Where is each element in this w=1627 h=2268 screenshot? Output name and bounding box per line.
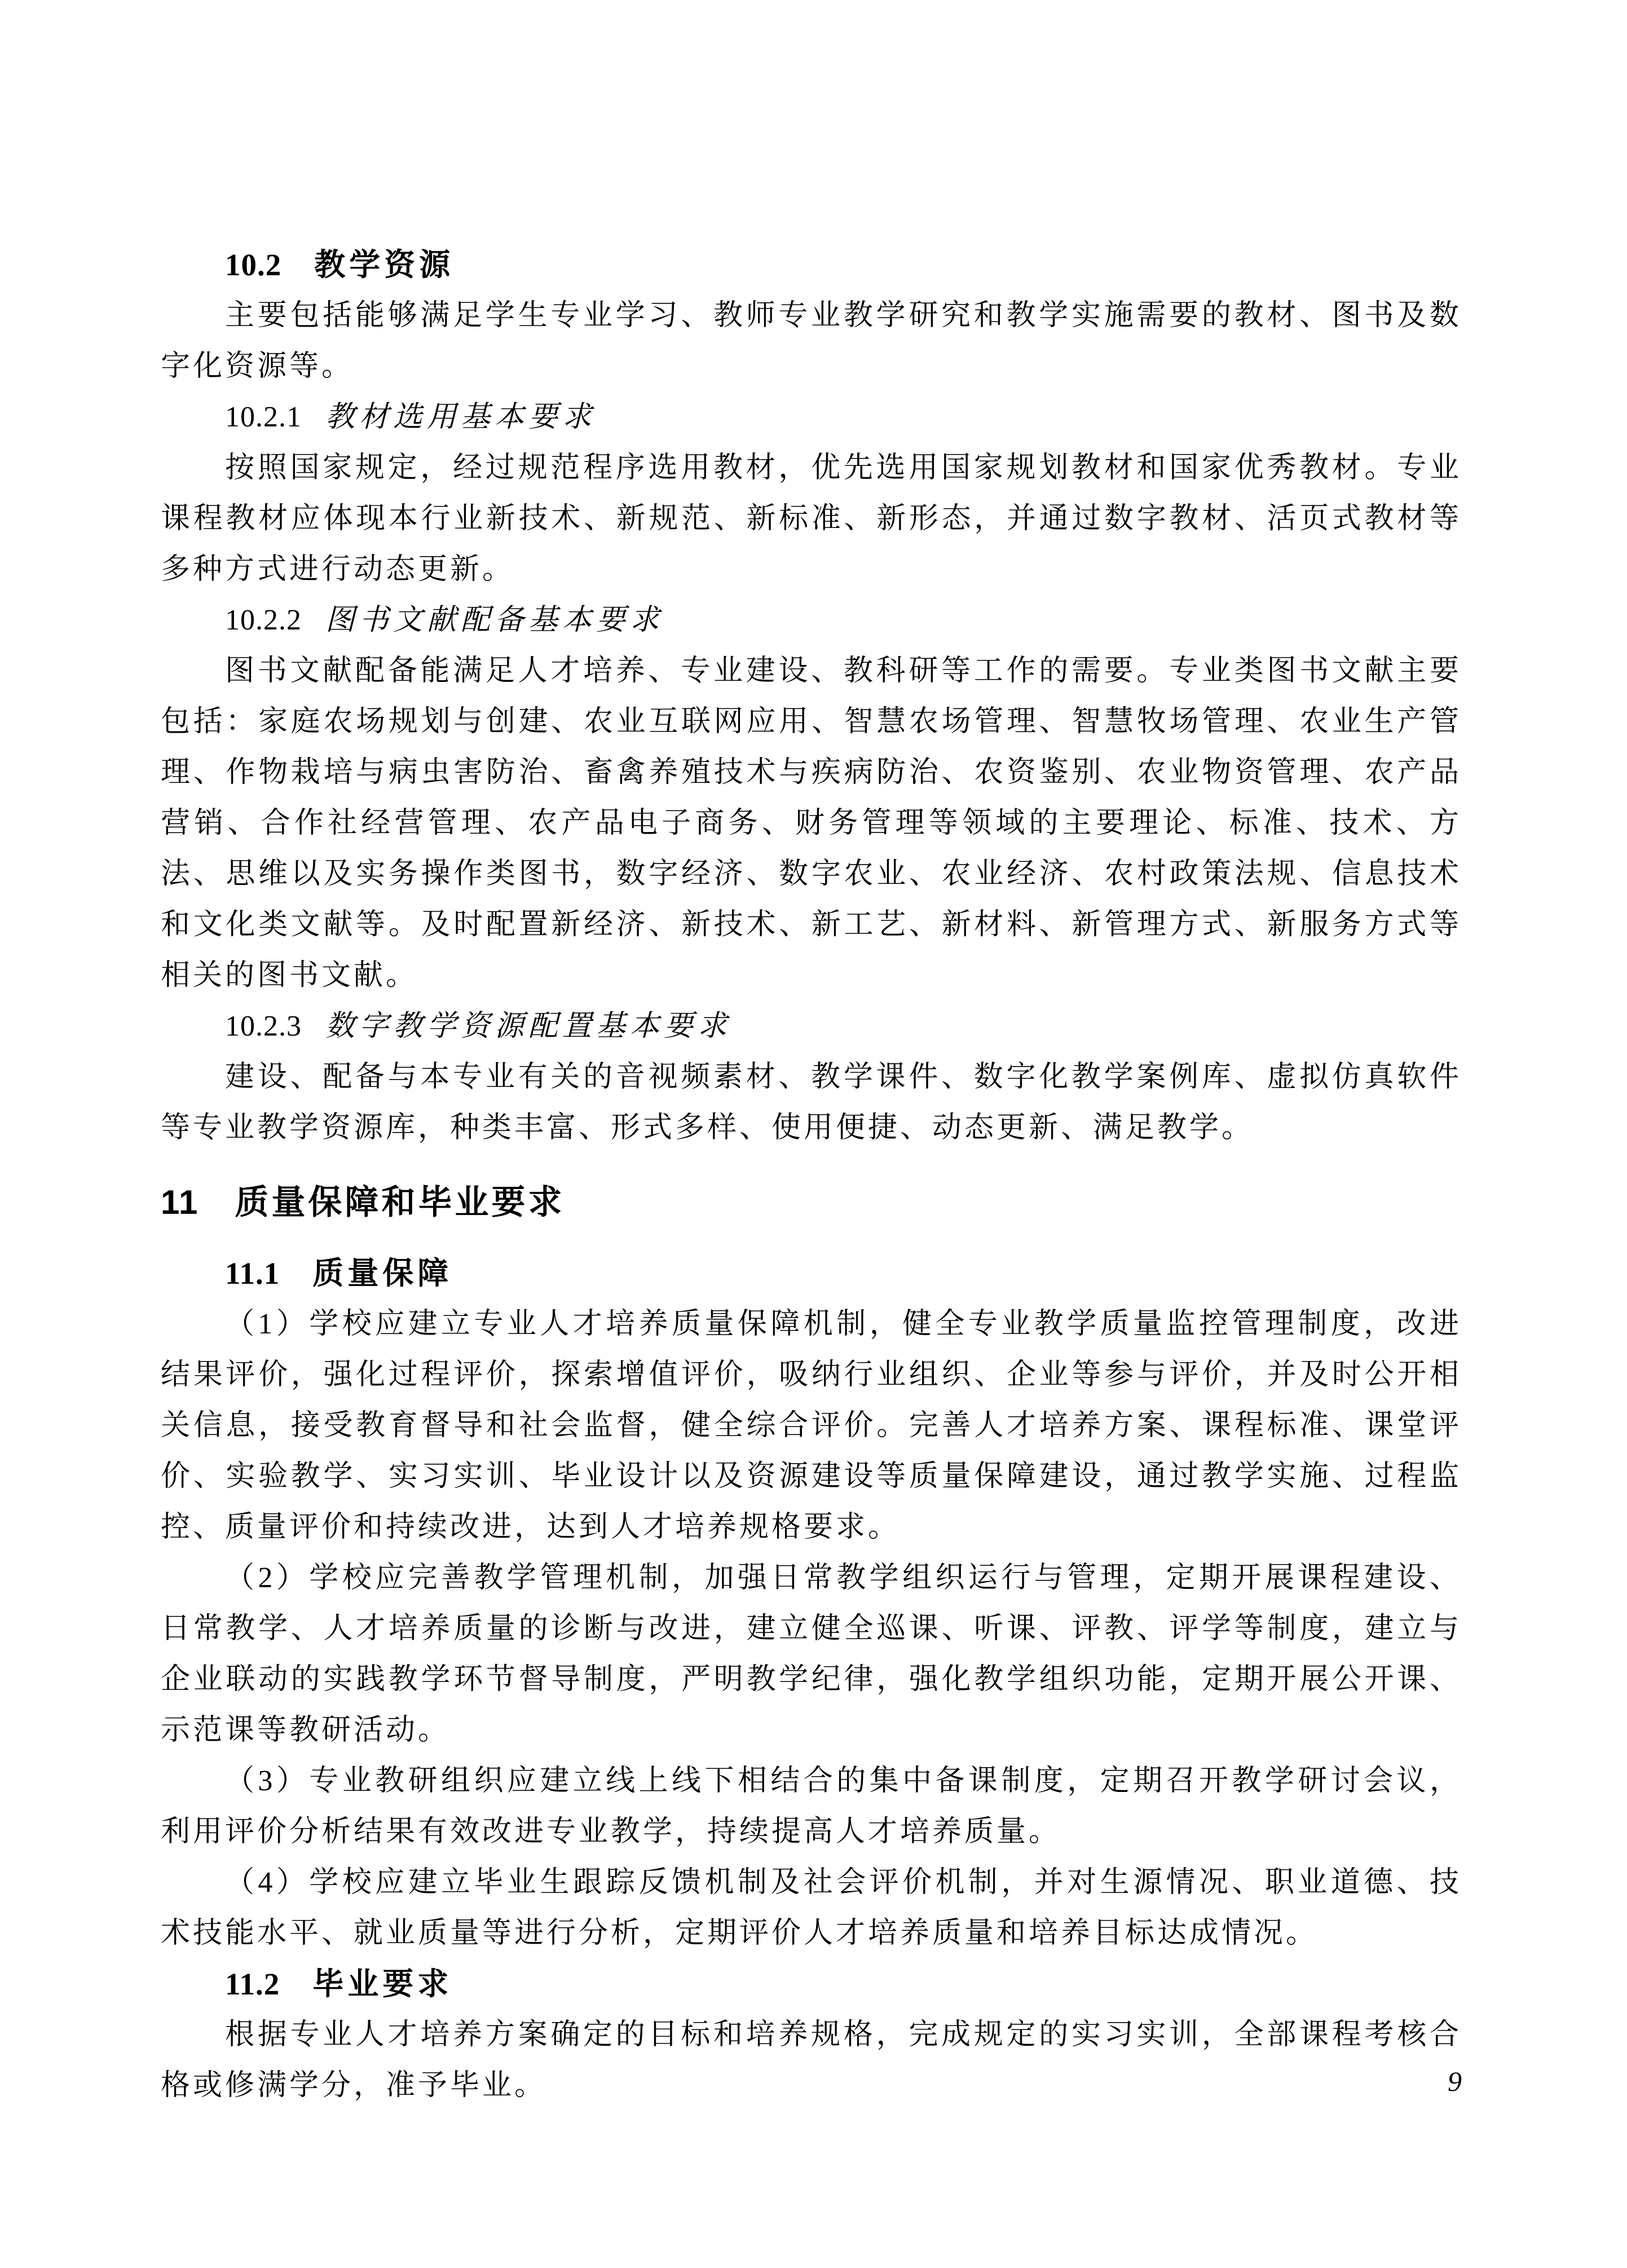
page-number: 9 [1448,2066,1462,2097]
subsection-heading [161,240,1462,290]
heading-title: 质量保障 [312,1256,453,1291]
subsection-heading [161,1959,1462,2010]
body-paragraph: 按照国家规定，经过规范程序选用教材，优先选用国家规划教材和国家优秀教材。专业课程教材应体现本行业新技术、新规范、新标准、新形态，并通过数字教材、活页式教材等多种方式进行动态更新。 [161,452,1462,585]
body-paragraph: （2）学校应完善教学管理机制，加强日常教学组织运行与管理，定期开展课程建设、日常教学、人才培养质量的诊断与改进，建立健全巡课、听课、评教、评学等制度，建立与企业联动的实践教学环节督导制度，严明教学纪律，强化教学组织功能，定期开展公开课、示范课等教研活动。 [161,1562,1462,1746]
subsection-heading [161,1248,1462,1299]
heading-number: 10.2.3 [225,1010,302,1042]
heading-number: 11.2 [225,1967,280,2001]
heading-number: 10.2.2 [225,604,302,636]
body-paragraph: 根据专业人才培养方案确定的目标和培养规格，完成规定的实习实训，全部课程考核合格或修满学分，准予毕业。 [161,2019,1462,2102]
body-paragraph: 主要包括能够满足学生专业学习、教师专业教学研究和教学实施需要的教材、图书及数字化资源等。 [161,300,1462,382]
body-paragraph: 图书文献配备能满足人才培养、专业建设、教科研等工作的需要。专业类图书文献主要包括：家庭农场规划与创建、农业互联网应用、智慧农场管理、智慧牧场管理、农业生产管理、作物栽培与病虫害防治、畜禽养殖技术与疾病防治、农资鉴别、农业物资管理、农产品营销、合作社经营管理、农产品电子商务、财务管理等领域的主要理论、标准、技术、方法、思维以及实务操作类图书，数字经济、数字农业、农业经济、农村政策法规、信息技术和文化类文献等。及时配置新经济、新技术、新工艺、新材料、新管理方式、新服务方式等相关的图书文献。 [161,655,1462,992]
body-paragraph: （1）学校应建立专业人才培养质量保障机制，健全专业教学质量监控管理制度，改进结果评价，强化过程评价，探索增值评价，吸纳行业组织、企业等参与评价，并及时公开相关信息，接受教育督导和社会监督，健全综合评价。完善人才培养方案、课程标准、课堂评价、实验教学、实习实训、毕业设计以及资源建设等质量保障建设，通过教学实施、过程监控、质量评价和持续改进，达到人才培养规格要求。 [161,1308,1462,1543]
heading-title: 教学资源 [314,248,455,282]
heading-title: 教材选用基本要求 [325,401,597,433]
heading-title: 数字教学资源配置基本要求 [325,1010,732,1042]
body-paragraph: （3）专业教研组织应建立线上线下相结合的集中备课制度，定期召开教学研讨会议，利用评价分析结果有效改进专业教学，持续提高人才培养质量。 [161,1765,1462,1848]
body-paragraph: （4）学校应建立毕业生跟踪反馈机制及社会评价机制，并对生源情况、职业道德、技术技能水平、就业质量等进行分析，定期评价人才培养质量和培养目标达成情况。 [161,1866,1462,1949]
document-body [161,240,1462,2111]
heading-title: 毕业要求 [312,1967,453,2001]
heading-number: 11.1 [225,1256,280,1291]
heading-title: 质量保障和毕业要求 [235,1183,565,1221]
page-footer [161,2056,1462,2107]
heading-number: 10.2 [225,248,282,282]
clause-heading [161,1001,1462,1052]
clause-heading [161,595,1462,646]
heading-number: 10.2.1 [225,401,302,433]
heading-number: 11 [161,1183,199,1221]
section-heading [161,1177,1462,1228]
body-paragraph: 建设、配备与本专业有关的音视频素材、教学课件、数字化教学案例库、虚拟仿真软件等专业教学资源库，种类丰富、形式多样、使用便捷、动态更新、满足教学。 [161,1061,1462,1144]
clause-heading [161,392,1462,443]
heading-title: 图书文献配备基本要求 [325,604,664,636]
